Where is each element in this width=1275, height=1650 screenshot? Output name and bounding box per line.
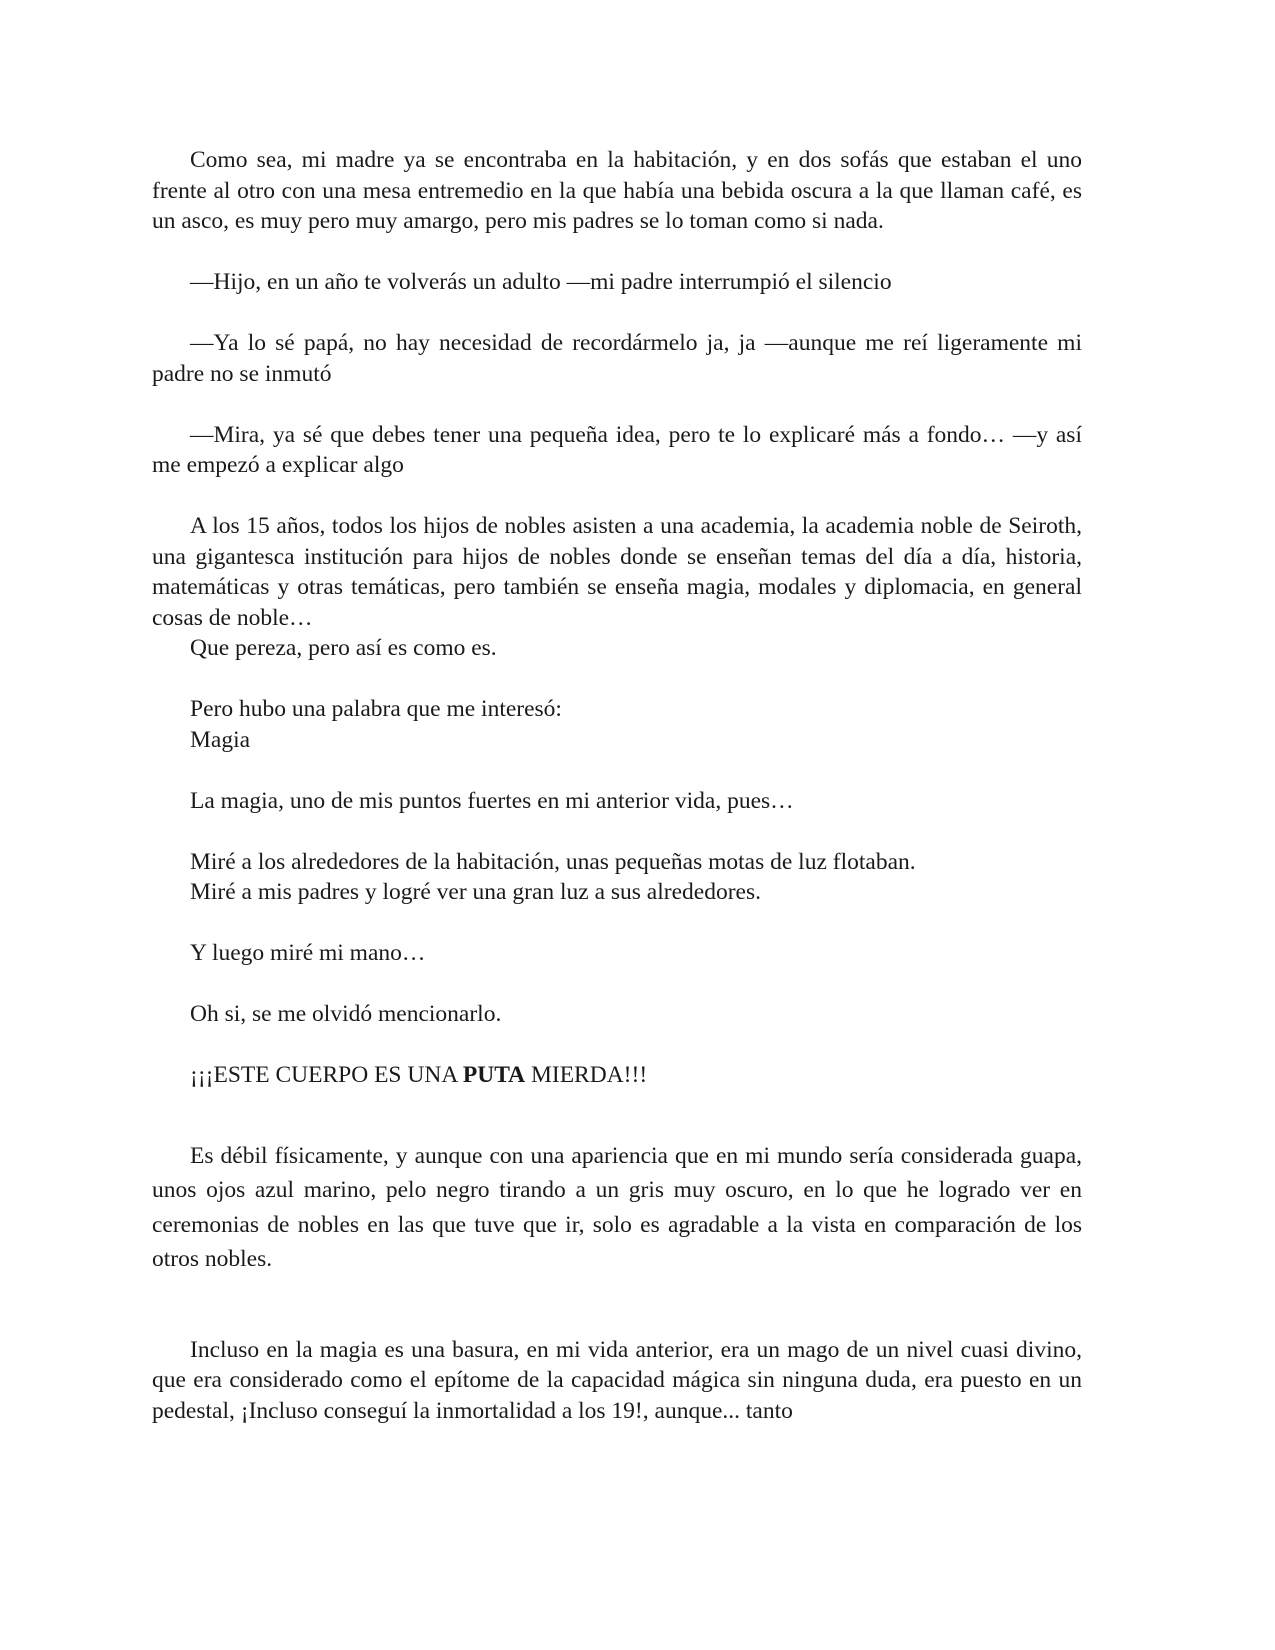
paragraph-5: A los 15 años, todos los hijos de nobles asisten a una academia, la academia noble de Seiroth, una gigantesca institución para hijos de nobles donde se enseñan temas del día a día, historia, matemáticas y otras temáticas, pero también se enseña magia, modales y diplomacia, en general cosas de noble…: [152, 513, 1082, 631]
paragraph-8-line-1: Miré a los alrededores de la habitación, unas pequeñas motas de luz flotaban.: [190, 848, 916, 875]
paragraph-1: Como sea, mi madre ya se encontraba en la habitación, y en dos sofás que estaban el uno frente al otro con una mesa entremedio en la que había una bebida oscura a la que llaman café, es un asco, es muy pero muy amargo, pero mis padres se lo toman como si nada.: [152, 147, 1082, 234]
paragraph-10: Oh si, se me olvidó mencionarlo.: [190, 1001, 502, 1027]
paragraph-11: [152, 1060, 1082, 1091]
spacer: [152, 1091, 1082, 1139]
paragraph-6-line-1: Pero hubo una palabra que me interesó:: [190, 696, 562, 722]
paragraph-6-line-2: Magia: [190, 726, 251, 753]
paragraph-7: La magia, uno de mis puntos fuertes en mi anterior vida, pues…: [190, 787, 794, 814]
spacer: [152, 1030, 1082, 1061]
spacer: [152, 908, 1082, 939]
paragraph-5-continuation: Que pereza, pero así es como es.: [190, 635, 497, 661]
spacer: [152, 664, 1082, 695]
spacer: [152, 816, 1082, 847]
paragraph-4: —Mira, ya sé que debes tener una pequeña idea, pero te lo explicaré más a fondo… —y así me empezó a explicar algo: [152, 421, 1082, 478]
document-page: [152, 145, 1082, 1426]
bold-word: PUTA: [462, 1062, 526, 1088]
exclamation-end: MIERDA!!!: [525, 1062, 648, 1088]
spacer: [152, 755, 1082, 786]
spacer: [152, 237, 1082, 268]
paragraph-8-line-2: Miré a mis padres y logré ver una gran luz a sus alrededores.: [190, 879, 761, 905]
paragraph-9: Y luego miré mi mano…: [190, 940, 426, 966]
spacer: [152, 481, 1082, 512]
spacer: [152, 389, 1082, 420]
paragraph-2: —Hijo, en un año te volverás un adulto —mi padre interrumpió el silencio: [190, 269, 892, 295]
spacer: [152, 969, 1082, 1000]
paragraph-12: Es débil físicamente, y aunque con una apariencia que en mi mundo sería considerada guapa, unos ojos azul marino, pelo negro tirando a un gris muy oscuro, en lo que he logrado ver en ceremonias de nobles en las que tuve que ir, solo es agradable a la vista en comparación de los otros nobles.: [152, 1142, 1082, 1272]
paragraph-3: —Ya lo sé papá, no hay necesidad de recordármelo ja, ja —aunque me reí ligeramente mi padre no se inmutó: [152, 330, 1082, 387]
spacer: [152, 298, 1082, 329]
paragraph-13: Incluso en la magia es una basura, en mi vida anterior, era un mago de un nivel cuasi divino, que era considerado como el epítome de la capacidad mágica sin ninguna duda, era puesto en un pedestal, ¡Incluso conseguí la inmortalidad a los 19!, aunque... tanto: [152, 1336, 1082, 1424]
exclamation-start: ¡¡¡ESTE CUERPO ES UNA: [190, 1062, 463, 1088]
spacer: [152, 1277, 1082, 1335]
